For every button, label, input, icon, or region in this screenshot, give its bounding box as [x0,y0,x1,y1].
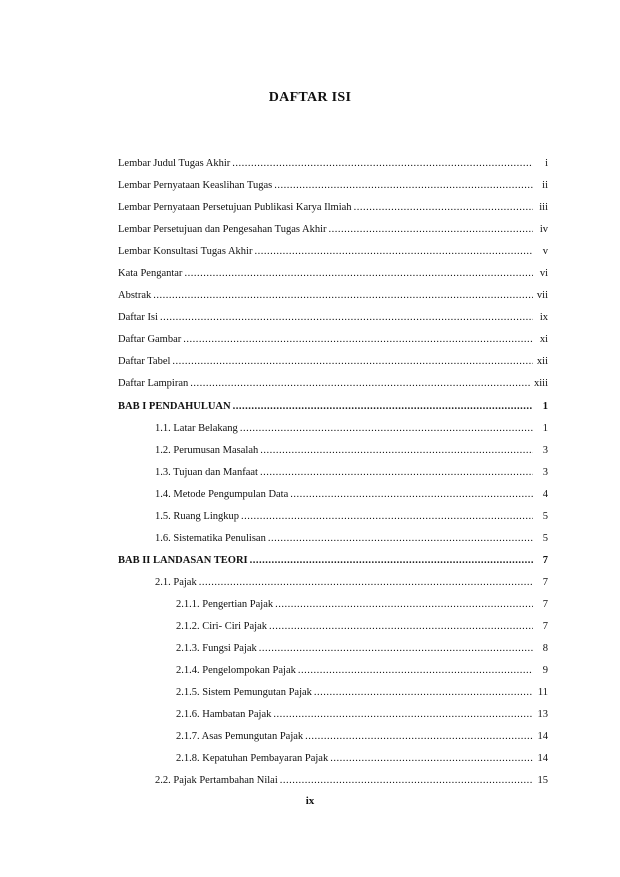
toc-entry-page: 3 [542,444,548,456]
toc-entry [118,440,548,462]
dot-leader [260,440,533,462]
toc-entry-label: Lembar Judul Tugas Akhir [118,158,231,169]
toc-entry [118,197,548,219]
dot-leader [290,484,533,506]
toc-entry [118,241,548,263]
toc-entry [118,285,548,307]
toc-entry-page: i [545,158,548,169]
toc-entry-label: 2.1.4. Pengelompokan Pajak [176,665,296,677]
toc-entry-label: 2.1.7. Asas Pemungutan Pajak [176,731,304,743]
dot-leader [240,418,533,440]
toc-entry [118,351,548,373]
toc-entry [118,572,548,594]
toc-entry-label: 1.3. Tujuan dan Manfaat [155,466,258,478]
toc-entry [118,462,548,484]
toc-entry-page: 7 [542,598,548,610]
dot-leader [314,682,533,704]
toc-entry-label: 1.4. Metode Pengumpulan Data [155,488,289,500]
toc-entry-page: 5 [542,532,548,544]
page-number: ix [305,795,315,807]
toc-entry-page: 3 [542,466,548,478]
toc-entry [118,396,548,418]
toc-entry [118,594,548,616]
toc-entry-page: 7 [542,620,548,632]
dot-leader [183,329,533,351]
dot-leader [254,241,533,263]
dot-leader [260,462,533,484]
toc-entry-page: 1 [542,422,548,434]
toc-entry [118,528,548,550]
toc-entry-label: Abstrak [118,290,152,302]
toc-entry-label: 1.1. Latar Belakang [155,422,238,434]
toc-entry [118,373,548,395]
dot-leader [153,285,533,307]
toc-entry-label: BAB I PENDAHULUAN [118,400,231,412]
dot-leader [280,770,533,792]
toc-entry-label: 2.1.3. Fungsi Pajak [176,643,257,655]
toc-entry-label: Daftar Tabel [118,356,171,368]
toc-entry-label: Lembar Persetujuan dan Pengesahan Tugas Akhir [118,224,327,236]
toc-entry-page: xiii [533,378,548,390]
toc-entry [118,638,548,660]
dot-leader [273,704,533,726]
toc-entry-label: Daftar Lampiran [118,378,189,390]
toc-entry-page: 9 [542,665,548,677]
toc-entry [118,418,548,440]
dot-leader [275,594,533,616]
toc-entry-page: iii [539,202,548,214]
toc-entry [118,219,548,241]
toc-entry [118,175,548,197]
toc-entry-page: ii [542,180,548,192]
toc-entry [118,153,548,175]
toc-entry-page: 5 [542,510,548,522]
toc-entry [118,616,548,638]
dot-leader [172,351,533,373]
toc-entry-page: xi [539,334,548,346]
toc-entry-label: 1.5. Ruang Lingkup [155,510,239,522]
toc-entry [118,263,548,285]
toc-entry-label: Kata Pengantar [118,268,183,280]
toc-entry [118,329,548,351]
toc-entry-page: 4 [542,488,548,500]
toc-entry-page: 15 [537,775,548,787]
page-title: DAFTAR ISI [268,90,352,105]
toc-entry-label: 2.2. Pajak Pertambahan Nilai [155,775,278,787]
toc-entry [118,726,548,748]
toc-entry [118,484,548,506]
toc-entry [118,748,548,770]
toc-entry-label: Daftar Gambar [118,334,182,346]
toc-entry-label: 2.1.8. Kepatuhan Pembayaran Pajak [176,753,329,765]
toc-entry-page: 11 [537,687,548,699]
toc-entry [118,307,548,329]
toc-entry-label: Lembar Pernyataan Persetujuan Publikasi Karya Ilmiah [118,202,352,214]
dot-leader [233,396,533,418]
toc-entry-page: 1 [542,400,548,412]
toc-entry [118,660,548,682]
toc-entry-label: 2.1.2. Ciri- Ciri Pajak [176,620,267,632]
toc-entry-label: 2.1. Pajak [155,576,197,588]
toc-entry-page: v [542,246,548,258]
toc-entry-page: ix [539,312,548,324]
toc-entry-page: 8 [542,643,548,655]
toc-entry-label: Lembar Konsultasi Tugas Akhir [118,246,253,258]
toc-entry-page: 13 [537,709,548,721]
toc-entry-page: xii [536,356,548,368]
toc-entry-label: Lembar Pernyataan Keaslihan Tugas [118,180,273,192]
toc-entry-label: BAB II LANDASAN TEORI [118,554,248,566]
toc-entry-label: 2.1.5. Sistem Pemungutan Pajak [176,687,312,699]
dot-leader [232,153,533,175]
dot-leader [330,748,533,770]
toc-entry-page: vii [536,290,548,302]
dot-leader [298,660,533,682]
toc-entry-label: 2.1.1. Pengertian Pajak [176,598,274,610]
toc-entry-page: 14 [537,753,548,765]
toc-entry-page: vi [539,268,548,280]
toc-entry-label: 2.1.6. Hambatan Pajak [176,709,272,721]
toc-entry [118,506,548,528]
dot-leader [199,572,533,594]
dot-leader [241,506,533,528]
dot-leader [259,638,533,660]
toc-entry [118,704,548,726]
dot-leader [329,219,533,241]
toc-entry-page: iv [539,224,548,236]
dot-leader [250,550,533,572]
dot-leader [184,263,533,285]
toc-entry-label: 1.6. Sistematika Penulisan [155,532,266,544]
dot-leader [354,197,533,219]
dot-leader [269,616,533,638]
toc-entry-page: 7 [542,554,548,566]
toc-entry-page: 7 [542,576,548,588]
dot-leader [190,373,531,395]
toc-entry-label: Daftar Isi [118,312,158,324]
toc-entry-label: 1.2. Perumusan Masalah [155,444,259,456]
toc-entry [118,550,548,572]
table-of-contents [118,153,548,792]
toc-entry-page: 14 [537,731,548,743]
toc-entry [118,682,548,704]
dot-leader [268,528,533,550]
dot-leader [274,175,533,197]
dot-leader [305,726,533,748]
dot-leader [160,307,533,329]
toc-entry [118,770,548,792]
